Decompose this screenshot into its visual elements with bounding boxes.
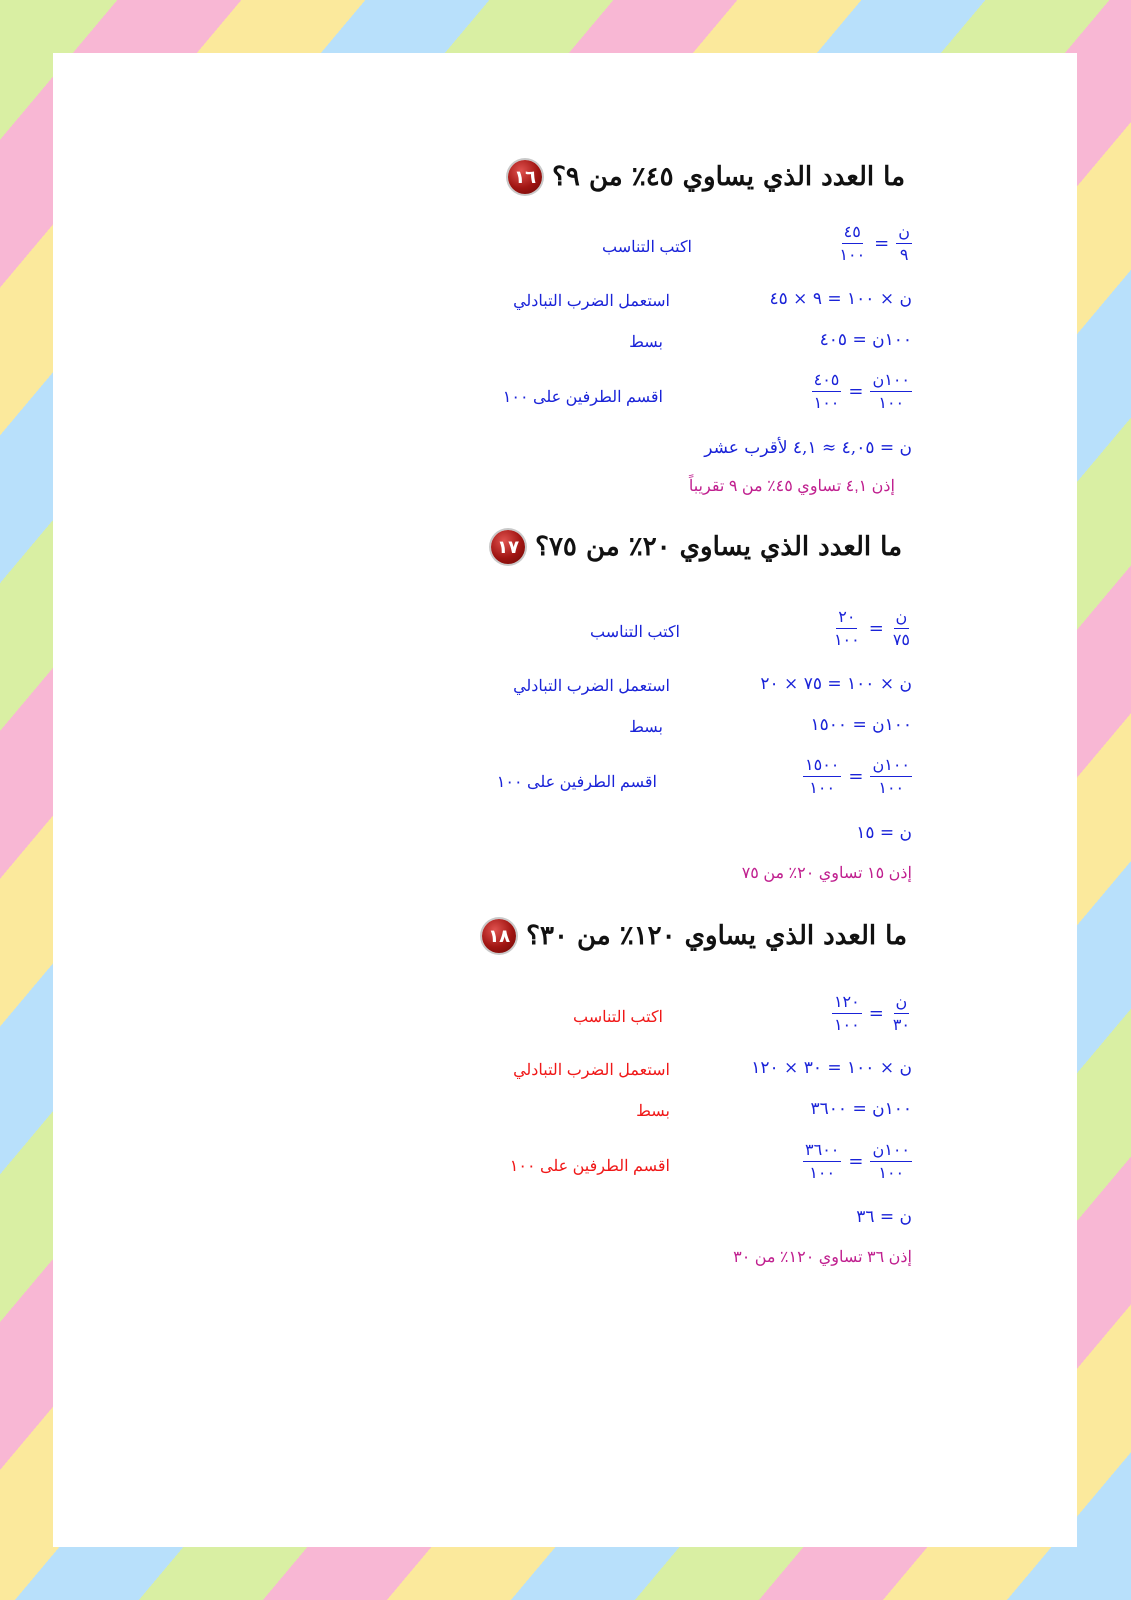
fraction	[803, 756, 841, 796]
question-16-heading	[508, 160, 905, 194]
q18-cross-equation: ن × ١٠٠ = ٣٠ × ١٢٠	[751, 1058, 912, 1078]
question-text: ما العدد الذي يساوي ١٢٠٪ من ٣٠؟	[526, 921, 907, 951]
numerator: ١٠٠ن	[870, 756, 912, 777]
denominator: ٩	[899, 244, 909, 264]
q17-conclusion: إذن ١٥ تساوي ٢٠٪ من ٧٥	[741, 865, 912, 882]
q18-label-divide: اقسم الطرفين على ١٠٠	[509, 1158, 670, 1175]
q17-simplify-equation: ١٠٠ن = ١٥٠٠	[810, 715, 912, 735]
q16-division	[812, 371, 912, 411]
q17-proportion	[832, 608, 912, 648]
numerator: ١٠٠ن	[870, 371, 912, 392]
denominator: ١٠٠	[833, 1014, 860, 1034]
numerator: ١٠٠ن	[870, 1141, 912, 1162]
q16-label-cross: استعمل الضرب التبادلي	[513, 293, 670, 310]
question-number-badge: ١٨	[482, 919, 516, 953]
q17-label-cross: استعمل الضرب التبادلي	[513, 678, 670, 695]
question-18-heading	[482, 919, 907, 953]
numerator: ن	[896, 223, 912, 244]
question-number-badge: ١٧	[491, 530, 525, 564]
equals-sign: =	[848, 765, 864, 787]
q16-label-simplify: بسط	[629, 334, 663, 351]
fraction	[870, 1141, 912, 1181]
numerator: ن	[894, 608, 910, 629]
equals-sign: =	[848, 1150, 864, 1172]
denominator: ١٠٠	[833, 629, 860, 649]
denominator: ١٠٠	[878, 392, 905, 412]
q17-label-proportion: اكتب التناسب	[589, 624, 680, 641]
q18-conclusion: إذن ٣٦ تساوي ١٢٠٪ من ٣٠	[733, 1249, 912, 1266]
denominator: ١٠٠	[809, 1162, 836, 1182]
q18-label-cross: استعمل الضرب التبادلي	[513, 1062, 670, 1079]
numerator: ن	[894, 993, 910, 1014]
q16-label-divide: اقسم الطرفين على ١٠٠	[502, 389, 663, 406]
q16-proportion	[837, 223, 912, 263]
q18-result: ن = ٣٦	[856, 1207, 912, 1227]
equals-sign: =	[848, 380, 864, 402]
equals-sign: =	[874, 232, 890, 254]
equals-sign: =	[868, 617, 884, 639]
fraction	[832, 993, 862, 1033]
q17-label-simplify: بسط	[629, 719, 663, 736]
fraction	[870, 371, 912, 411]
q18-label-proportion: اكتب التناسب	[572, 1009, 663, 1026]
q17-result: ن = ١٥	[856, 823, 912, 843]
q16-label-proportion: اكتب التناسب	[601, 239, 692, 256]
question-number-badge: ١٦	[508, 160, 542, 194]
q16-result: ن = ٤,٠٥ ≈ ٤,١ لأقرب عشر	[704, 438, 912, 458]
denominator: ١٠٠	[878, 777, 905, 797]
numerator: ١٥٠٠	[803, 756, 841, 777]
denominator: ١٠٠	[813, 392, 840, 412]
q18-label-simplify: بسط	[636, 1103, 670, 1120]
question-text: ما العدد الذي يساوي ٤٥٪ من ٩؟	[552, 162, 905, 192]
numerator: ١٢٠	[832, 993, 862, 1014]
worksheet-page	[53, 53, 1077, 1547]
numerator: ٢٠	[836, 608, 857, 629]
q16-cross-equation: ن × ١٠٠ = ٩ × ٤٥	[769, 289, 912, 309]
numerator: ٣٦٠٠	[803, 1141, 841, 1162]
fraction	[870, 756, 912, 796]
fraction	[812, 371, 842, 411]
q16-conclusion: إذن ٤,١ تساوي ٤٥٪ من ٩ تقريباً	[688, 478, 895, 495]
q17-cross-equation: ن × ١٠٠ = ٧٥ × ٢٠	[760, 674, 912, 694]
fraction	[896, 223, 912, 263]
denominator: ٧٥	[892, 629, 910, 649]
denominator: ١٠٠	[878, 1162, 905, 1182]
fraction	[891, 608, 912, 648]
question-17-heading	[491, 530, 902, 564]
q18-proportion	[832, 993, 912, 1033]
fraction	[891, 993, 912, 1033]
fraction	[803, 1141, 841, 1181]
question-text: ما العدد الذي يساوي ٢٠٪ من ٧٥؟	[535, 532, 902, 562]
fraction	[832, 608, 862, 648]
q17-label-divide: اقسم الطرفين على ١٠٠	[496, 774, 657, 791]
denominator: ١٠٠	[839, 244, 866, 264]
denominator: ١٠٠	[809, 777, 836, 797]
denominator: ٣٠	[892, 1014, 910, 1034]
numerator: ٤٥	[842, 223, 863, 244]
q16-simplify-equation: ١٠٠ن = ٤٠٥	[819, 330, 912, 350]
q18-division	[803, 1141, 912, 1181]
equals-sign: =	[868, 1002, 884, 1024]
q18-simplify-equation: ١٠٠ن = ٣٦٠٠	[810, 1099, 912, 1119]
q17-division	[803, 756, 912, 796]
numerator: ٤٠٥	[812, 371, 842, 392]
fraction	[837, 223, 867, 263]
